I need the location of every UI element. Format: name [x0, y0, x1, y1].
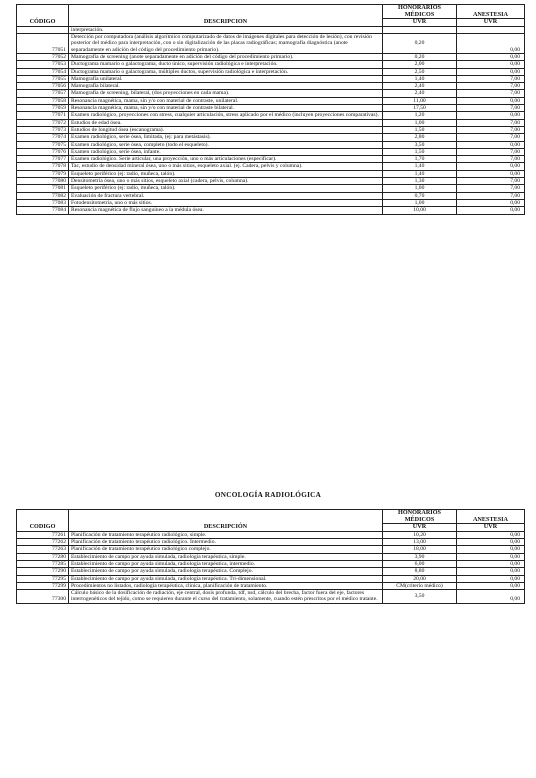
table-row: [17, 97, 525, 104]
row-code: 77280: [17, 553, 69, 560]
header-fees-unit: UVR: [383, 524, 457, 532]
row-description: Ductograma mamario o galactograma, múltiples ductos, supervisión radiológica e interpretación.: [69, 68, 383, 75]
row-description: Ductograma mamario o galactograma, ducto único, supervisión radiológica e interpretación.: [69, 61, 383, 68]
row-code: 77076: [17, 148, 69, 155]
row-anesthesia-uvr: 7,00: [457, 192, 525, 199]
row-anesthesia-uvr: 7,00: [457, 119, 525, 126]
row-fees-uvr: 11,00: [383, 97, 457, 104]
row-anesthesia-uvr: 0,00: [457, 97, 525, 104]
rates-table-imaging-body: [17, 26, 525, 214]
header-anesthesia: ANESTESIA: [457, 5, 525, 19]
header-fees: [383, 5, 457, 19]
table-row: [17, 163, 525, 170]
row-fees-uvr: 0,20: [383, 53, 457, 60]
row-fees-uvr: 2,50: [383, 68, 457, 75]
row-anesthesia-uvr: 0,00: [457, 34, 525, 54]
row-description: Examen radiológico. Serie articular, una proyección, uno o más articulaciones (especificar).: [69, 156, 383, 163]
row-fees-uvr: 10,00: [383, 207, 457, 214]
section-title: ONCOLOGÍA RADIOLÓGICA: [214, 491, 322, 499]
row-anesthesia-uvr: 0,00: [457, 207, 525, 214]
table-row: [17, 590, 525, 604]
table-row: [17, 546, 525, 553]
header-fees-line1: HONORARIOS: [398, 509, 441, 516]
row-code: 77081: [17, 185, 69, 192]
row-anesthesia-uvr: 0,00: [457, 582, 525, 589]
row-fees-uvr: 1,40: [383, 170, 457, 177]
row-code: 77084: [17, 207, 69, 214]
table-row: [17, 207, 525, 214]
header-anesthesia-unit: UVR: [457, 524, 525, 532]
row-anesthesia-uvr: 0,00: [457, 531, 525, 538]
row-anesthesia-uvr: 0,00: [457, 553, 525, 560]
row-description: Planificación de tratamiento terapéutico radiológico. Intermedio.: [69, 539, 383, 546]
row-description: Resonancia magnética, mama, sin y/o con material de contraste, unilateral.: [69, 97, 383, 104]
row-fees-uvr: 1,20: [383, 112, 457, 119]
table-row: [17, 170, 525, 177]
row-anesthesia-uvr: 7,00: [457, 178, 525, 185]
row-anesthesia-uvr: 0,00: [457, 163, 525, 170]
table-row: [17, 199, 525, 206]
rates-table-oncology: [16, 509, 525, 604]
row-anesthesia-uvr: [457, 26, 525, 33]
table-row: [17, 553, 525, 560]
row-description: Examen radiológico, proyecciones con stress, cualquier articulación, stress aplicado por el médico (incluyen proyecciones comparativas).: [69, 112, 383, 119]
row-code: 77290: [17, 568, 69, 575]
row-code: 77058: [17, 97, 69, 104]
row-description: Estudios de edad ósea.: [69, 119, 383, 126]
row-description: Examen radiológico, serie ósea, limitada, (ej: para metástasis).: [69, 134, 383, 141]
row-code: 77262: [17, 539, 69, 546]
row-description: Esqueleto periférico (ej: radio, muñeca, talón).: [69, 185, 383, 192]
row-fees-uvr: 1,30: [383, 178, 457, 185]
row-description: Examen radiológico, serie ósea, infante.: [69, 148, 383, 155]
row-description: Resonancia magnética de flujo sanguíneo a la médula ósea.: [69, 207, 383, 214]
table-row: [17, 126, 525, 133]
row-description: Cálculo básico de la dosificación de radiación, eje central, dosis profunda, tdf, nsd, cálculo del brecha, factor fuera del eje, factores interrogenéticos del tejido, como se requieren durante el curso del tratamiento, solamente, cuando estén prescritos por el médico tratante.: [69, 590, 383, 604]
row-code: 77295: [17, 575, 69, 582]
row-fees-uvr: 0,70: [383, 192, 457, 199]
row-code: 77054: [17, 68, 69, 75]
header-description: DESCRIPCION: [69, 5, 383, 27]
row-code: 77285: [17, 560, 69, 567]
row-code: 77074: [17, 134, 69, 141]
header-fees-line2: MÉDICOS: [404, 515, 435, 523]
row-fees-uvr: 2,40: [383, 83, 457, 90]
row-code: 77073: [17, 126, 69, 133]
row-fees-uvr: 1,00: [383, 185, 457, 192]
row-code: 77080: [17, 178, 69, 185]
header-anesthesia: ANESTESIA: [457, 510, 525, 524]
row-code: 77082: [17, 192, 69, 199]
row-code: 77052: [17, 53, 69, 60]
row-anesthesia-uvr: 7,00: [457, 148, 525, 155]
header-description: DESCRIPCIÓN: [69, 510, 383, 532]
row-code: 77263: [17, 546, 69, 553]
row-fees-uvr: 2,80: [383, 134, 457, 141]
row-anesthesia-uvr: 0,00: [457, 68, 525, 75]
table-row: [17, 539, 525, 546]
row-fees-uvr: 3,50: [383, 141, 457, 148]
row-fees-uvr: 13,00: [383, 539, 457, 546]
row-fees-uvr: 1,00: [383, 199, 457, 206]
table-row: [17, 178, 525, 185]
row-description: Establecimiento de campo por ayuda simulada, radiología terapéutica, simple.: [69, 553, 383, 560]
rates-table-oncology-body: [17, 531, 525, 603]
header-fees-line2: MÉDICOS: [404, 10, 435, 18]
row-anesthesia-uvr: 0,00: [457, 568, 525, 575]
table-row: [17, 156, 525, 163]
row-code: 77075: [17, 141, 69, 148]
row-anesthesia-uvr: 0,00: [457, 170, 525, 177]
row-description: Fotodensitometría, uno o más sitios.: [69, 199, 383, 206]
table-row: [17, 61, 525, 68]
header-fees: [383, 510, 457, 524]
row-description: interpretación.: [69, 26, 383, 33]
row-description: Examen radiológico, serie ósea, completo (todo el esqueleto).: [69, 141, 383, 148]
row-code: 77077: [17, 156, 69, 163]
table-row: [17, 575, 525, 582]
table-row: [17, 119, 525, 126]
row-description: Densitometría ósea, uno o más sitios, esqueleto axial (cadera, pelvis, columna).: [69, 178, 383, 185]
row-code: 77079: [17, 170, 69, 177]
rates-table-imaging: [16, 4, 525, 215]
table-row: [17, 112, 525, 119]
table-row: [17, 148, 525, 155]
row-fees-uvr: 18,00: [383, 546, 457, 553]
table-row: [17, 192, 525, 199]
row-description: Planificación de tratamiento terapéutico radiológico complejo.: [69, 546, 383, 553]
table-row: [17, 134, 525, 141]
row-anesthesia-uvr: 7,00: [457, 83, 525, 90]
row-anesthesia-uvr: 0,00: [457, 575, 525, 582]
row-description: Tac, estudio de densidad mineral ósea, uno o más sitios, esqueleto axial. (ej. Cadera, pelvis y columna).: [69, 163, 383, 170]
row-anesthesia-uvr: 0,00: [457, 61, 525, 68]
row-fees-uvr: 3,50: [383, 590, 457, 604]
row-code: 77071: [17, 112, 69, 119]
table-row: [17, 531, 525, 538]
row-code: 77051: [17, 34, 69, 54]
row-description: Mamografía bilateral.: [69, 83, 383, 90]
row-anesthesia-uvr: 0,00: [457, 539, 525, 546]
row-fees-uvr: [383, 26, 457, 33]
table-row: [17, 568, 525, 575]
row-code: 77299: [17, 582, 69, 589]
row-anesthesia-uvr: 7,00: [457, 126, 525, 133]
row-fees-uvr: 1,50: [383, 148, 457, 155]
row-description: Establecimiento de campo por ayuda simulada, radiología terapéutica, intermedio.: [69, 560, 383, 567]
row-anesthesia-uvr: 0,00: [457, 199, 525, 206]
row-description: Detección por computadora (análisis algorítmico computarizado de datos de imágenes digitales para detección de lesión), con revisión posterior del médico para interpretación, con o sin digitalización de las placas radiográficas; mamografía diagnóstica (anote separadamente en adición del código del procedimiento primario).: [69, 34, 383, 54]
row-fees-uvr: 1,70: [383, 156, 457, 163]
row-code: 77261: [17, 531, 69, 538]
row-description: Establecimiento de campo por ayuda simulada, radiología terapéutica. Tri-dimensional.: [69, 575, 383, 582]
row-anesthesia-uvr: 0,00: [457, 53, 525, 60]
header-fees-line1: HONORARIOS: [398, 4, 441, 11]
row-code: 77055: [17, 75, 69, 82]
table-row: [17, 105, 525, 112]
table-row: [17, 185, 525, 192]
row-fees-uvr: 1,00: [383, 119, 457, 126]
row-description: Mamografía de screening (anote separadamente en adición del código del procedimiento primario).: [69, 53, 383, 60]
table-row: [17, 83, 525, 90]
header-anesthesia-unit: UVR: [457, 19, 525, 27]
row-description: Mamografía de screening, bilateral, (dos proyecciones en cada mama).: [69, 90, 383, 97]
row-anesthesia-uvr: 7,00: [457, 134, 525, 141]
row-anesthesia-uvr: 0,00: [457, 560, 525, 567]
table-row: [17, 68, 525, 75]
row-description: Establecimiento de campo por ayuda simulada, radiología terapéutica. Complejo.: [69, 568, 383, 575]
row-description: Resonancia magnética, mama, sin y/o con material de contraste bilateral.: [69, 105, 383, 112]
row-code: 77083: [17, 199, 69, 206]
row-description: Estudios de longitud ósea (escanograma).: [69, 126, 383, 133]
row-code: [17, 26, 69, 33]
row-fees-uvr: 1,40: [383, 163, 457, 170]
row-anesthesia-uvr: 0,00: [457, 546, 525, 553]
row-anesthesia-uvr: 7,00: [457, 90, 525, 97]
row-description: Evaluación de fractura vertebral.: [69, 192, 383, 199]
row-code: 77300: [17, 590, 69, 604]
table-row: [17, 560, 525, 567]
table-row: [17, 90, 525, 97]
row-code: 77072: [17, 119, 69, 126]
header-code: CODIGO: [17, 510, 69, 532]
row-fees-uvr: 6,00: [383, 560, 457, 567]
row-anesthesia-uvr: 0,00: [457, 590, 525, 604]
row-fees-uvr: 8,80: [383, 568, 457, 575]
row-code: 77078: [17, 163, 69, 170]
header-code: CÓDIGO: [17, 5, 69, 27]
row-fees-uvr: 2,00: [383, 61, 457, 68]
row-code: 77056: [17, 83, 69, 90]
row-description: Mamografía unilateral.: [69, 75, 383, 82]
row-code: 77059: [17, 105, 69, 112]
row-anesthesia-uvr: 7,00: [457, 185, 525, 192]
row-anesthesia-uvr: 0,00: [457, 141, 525, 148]
row-fees-uvr: 2,40: [383, 90, 457, 97]
row-code: 77053: [17, 61, 69, 68]
row-description: Esqueleto periférico (ej: radio, muñeca, talón).: [69, 170, 383, 177]
table-row: [17, 141, 525, 148]
row-fees-uvr: 20,00: [383, 575, 457, 582]
row-fees-uvr: 1,50: [383, 126, 457, 133]
row-fees-uvr: 0,20: [383, 34, 457, 54]
table-row: [17, 582, 525, 589]
row-fees-uvr: CM(criterio médico): [383, 582, 457, 589]
table-row: [17, 26, 525, 33]
row-description: Procedimientos no listados, radiología terapéutica, clínica, planificación de tratamiento.: [69, 582, 383, 589]
row-anesthesia-uvr: 7,00: [457, 105, 525, 112]
table-row: [17, 75, 525, 82]
row-anesthesia-uvr: 0,00: [457, 112, 525, 119]
header-fees-unit: UVR: [383, 19, 457, 27]
row-fees-uvr: 17,50: [383, 105, 457, 112]
row-anesthesia-uvr: 7,00: [457, 75, 525, 82]
row-fees-uvr: 1,40: [383, 75, 457, 82]
row-fees-uvr: 10,20: [383, 531, 457, 538]
row-fees-uvr: 3,90: [383, 553, 457, 560]
row-code: 77057: [17, 90, 69, 97]
row-description: Planificación de tratamiento terapéutico radiológico, simple.: [69, 531, 383, 538]
row-anesthesia-uvr: 7,00: [457, 156, 525, 163]
table-row: [17, 53, 525, 60]
table-row: [17, 34, 525, 54]
